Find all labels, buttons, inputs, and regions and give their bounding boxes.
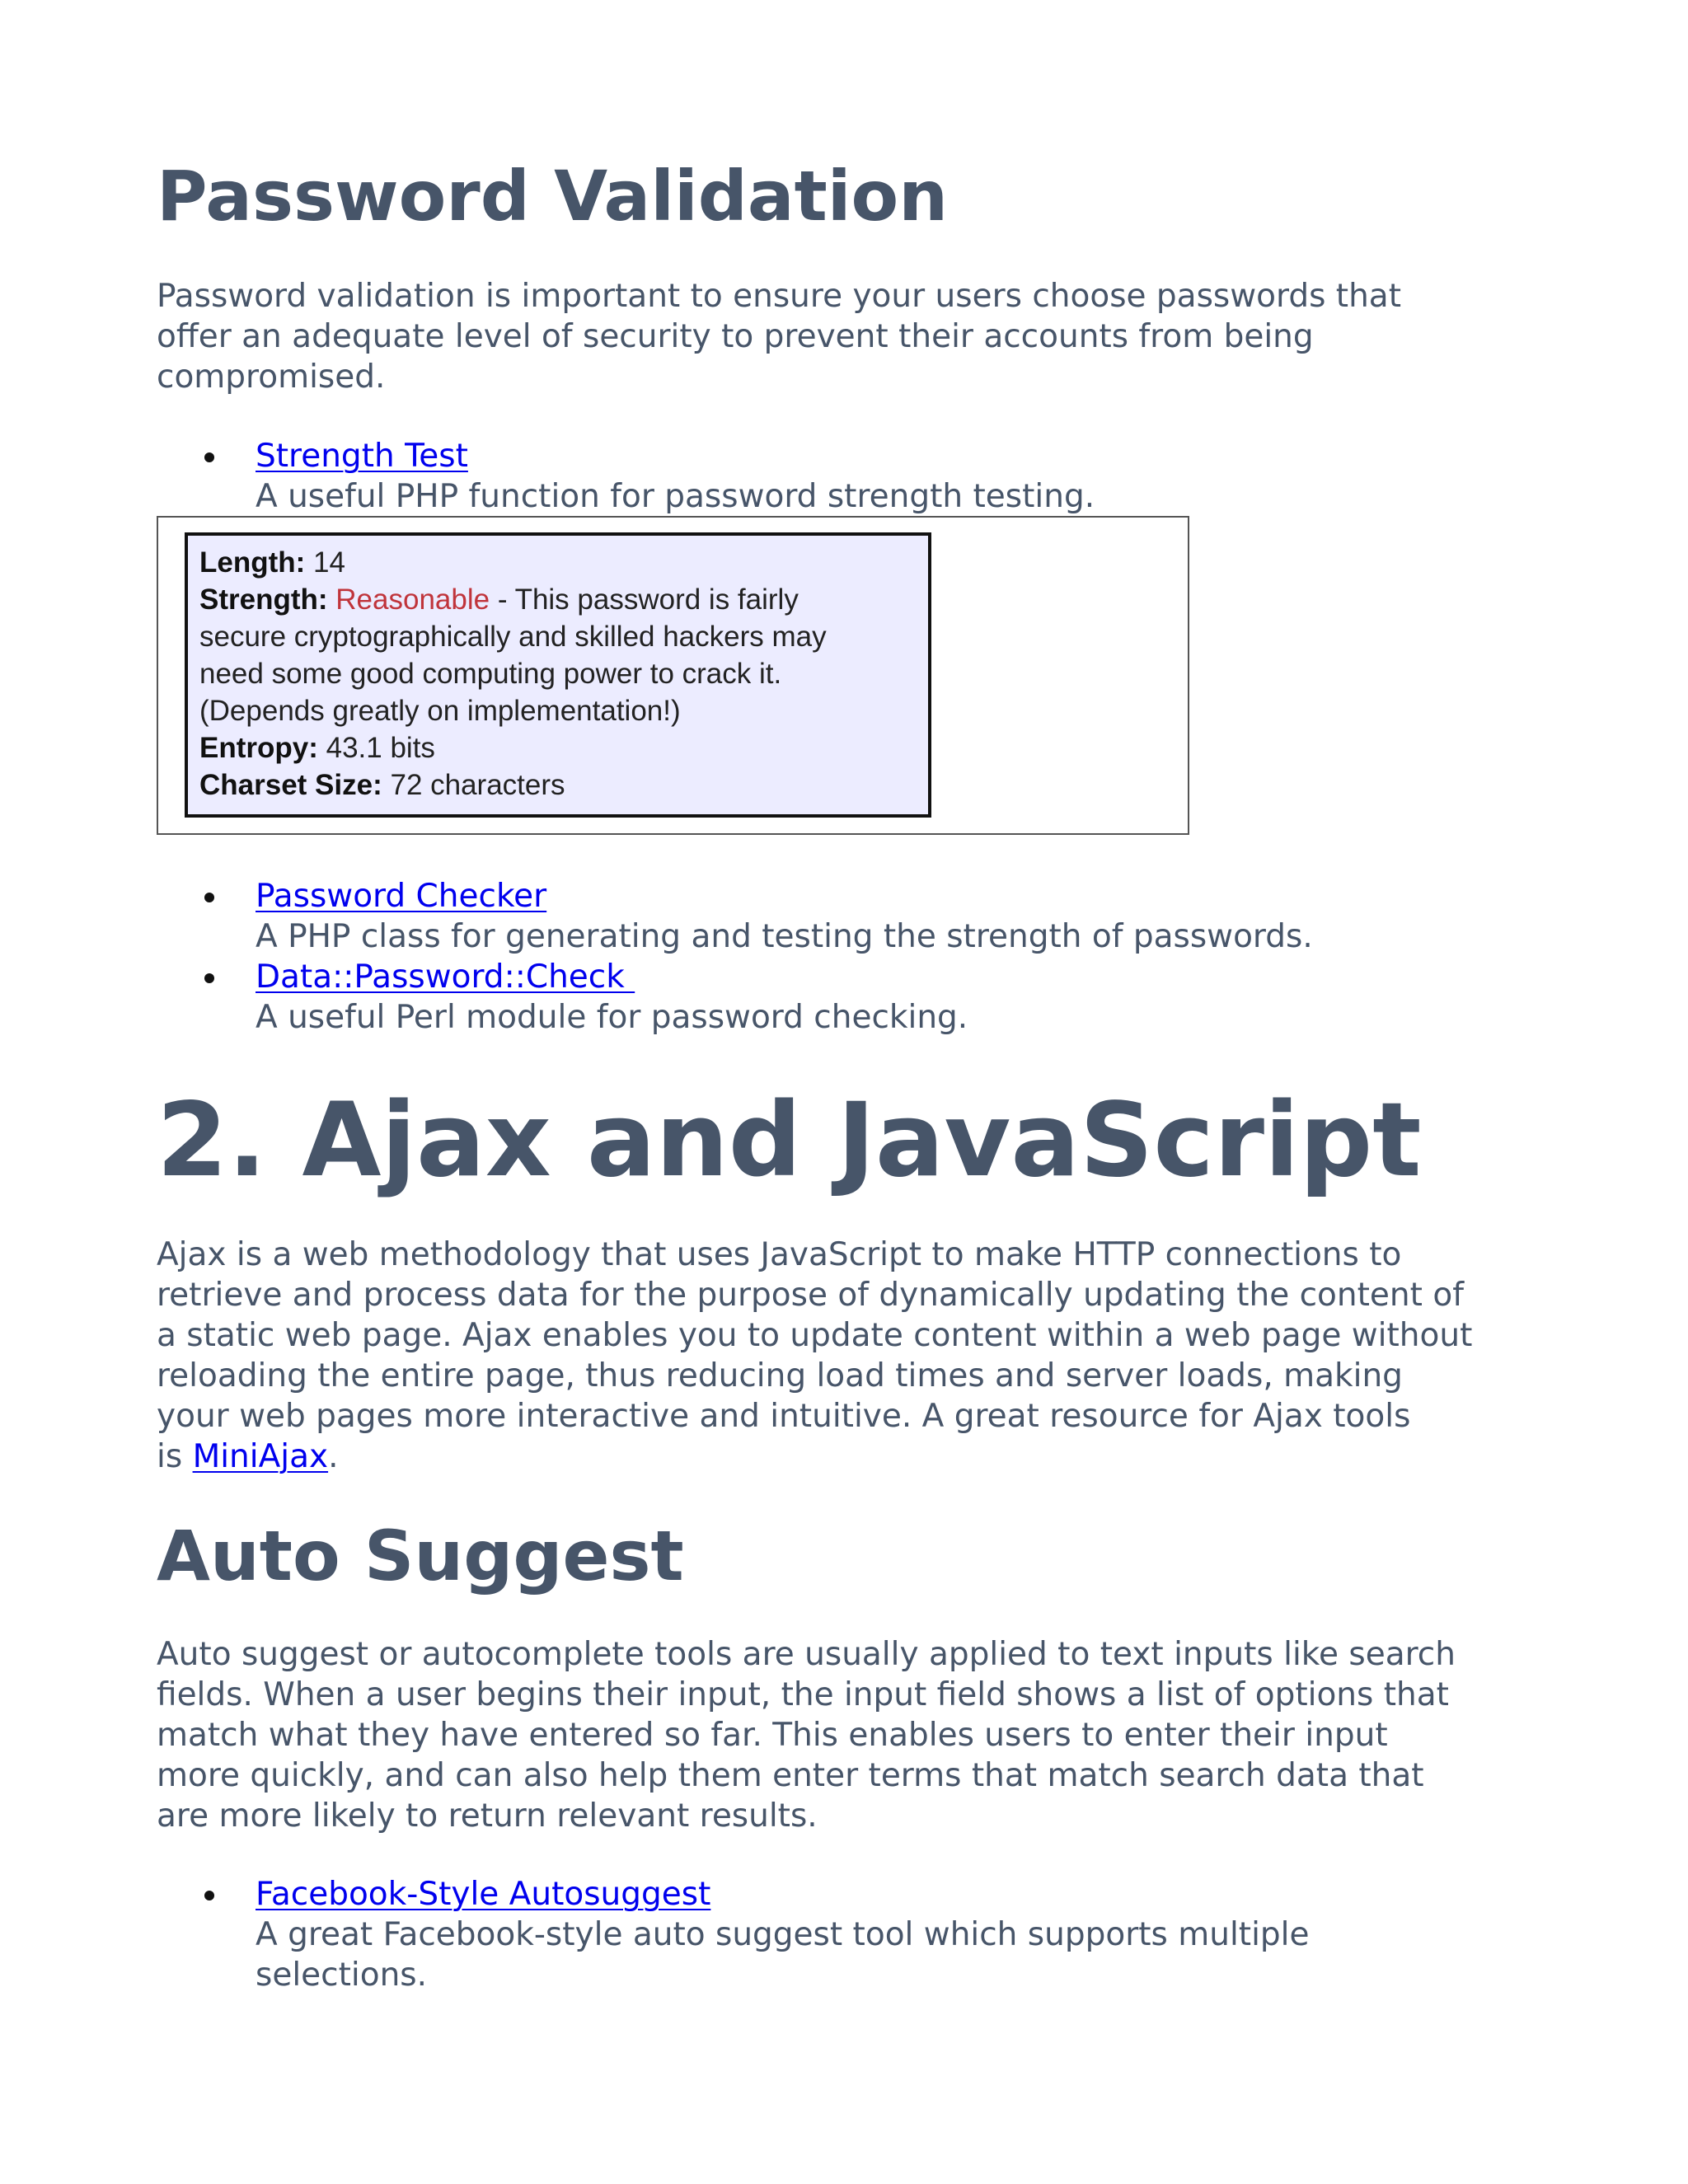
strength-text-line: (Depends greatly on implementation!) [199,695,681,727]
strength-label: Strength: [199,583,328,616]
strength-text: - This password is fairly [490,583,799,616]
intro-line: retrieve and process data for the purpose of dynamically updating the content of [157,1277,1464,1314]
intro-text: . [328,1438,339,1475]
charset-row [199,766,928,804]
bullet-icon [204,452,214,462]
entropy-row [199,729,928,766]
length-label: Length: [199,546,306,579]
charset-value: 72 characters [382,769,565,801]
password-checker-link[interactable]: Password Checker [256,878,547,915]
length-row [199,544,928,581]
intro-line: fields. When a user begins their input, the input field shows a list of options that [157,1676,1449,1713]
auto-suggest-intro [157,1634,1456,1836]
password-validation-heading: Password Validation [157,156,949,237]
strength-rating: Reasonable [327,583,490,616]
strength-text-line: need some good computing power to crack it. [199,658,782,690]
password-tools-list-continued [157,876,1313,1038]
list-item [157,1874,1310,1995]
entropy-label: Entropy: [199,732,318,764]
intro-line: your web pages more interactive and intuitive. A great resource for Ajax tools [157,1398,1411,1435]
bullet-icon [204,1891,214,1900]
list-item-description: A useful Perl module for password checking. [256,999,968,1036]
strength-test-link[interactable]: Strength Test [256,438,468,475]
list-item-description: A useful PHP function for password strength testing. [256,478,1095,515]
intro-line: Password validation is important to ensure your users choose passwords that [157,278,1401,315]
password-validation-intro [157,276,1401,397]
ajax-javascript-heading: 2. Ajax and JavaScript [157,1081,1422,1200]
data-password-check-link[interactable]: Data::Password::Check [256,958,635,996]
password-tools-list [157,436,1095,517]
strength-result-box [185,532,931,818]
miniajax-link[interactable]: MiniAjax [192,1438,329,1475]
intro-line [157,1436,1472,1477]
intro-line: compromised. [157,359,386,396]
entropy-value: 43.1 bits [317,732,435,764]
length-value: 14 [305,546,345,579]
intro-line: reloading the entire page, thus reducing load times and server loads, making [157,1357,1403,1394]
bullet-icon [204,973,214,983]
list-item-description: selections. [256,1957,428,1994]
auto-suggest-heading: Auto Suggest [157,1516,684,1596]
list-item [157,876,1313,957]
intro-line: Ajax is a web methodology that uses JavaScript to make HTTP connections to [157,1236,1402,1273]
strength-row [199,581,928,618]
intro-line: are more likely to return relevant results. [157,1797,818,1835]
auto-suggest-tools-list [157,1874,1310,1995]
list-item-description: A great Facebook-style auto suggest tool which supports multiple [256,1916,1310,1953]
list-item-description: A PHP class for generating and testing the strength of passwords. [256,918,1313,955]
charset-label: Charset Size: [199,769,382,801]
intro-line: Auto suggest or autocomplete tools are usually applied to text inputs like search [157,1636,1456,1673]
strength-test-screenshot [157,516,1189,835]
bullet-icon [204,893,214,902]
ajax-intro [157,1235,1472,1477]
list-item [157,957,1313,1038]
strength-text-line: secure cryptographically and skilled hackers may [199,621,827,653]
intro-line: offer an adequate level of security to prevent their accounts from being [157,318,1314,355]
intro-line: more quickly, and can also help them enter terms that match search data that [157,1757,1424,1794]
intro-line: match what they have entered so far. This enables users to enter their input [157,1717,1388,1754]
facebook-autosuggest-link[interactable]: Facebook-Style Autosuggest [256,1876,711,1913]
intro-text: is [157,1438,193,1475]
list-item [157,436,1095,517]
intro-line: a static web page. Ajax enables you to update content within a web page without [157,1317,1473,1354]
